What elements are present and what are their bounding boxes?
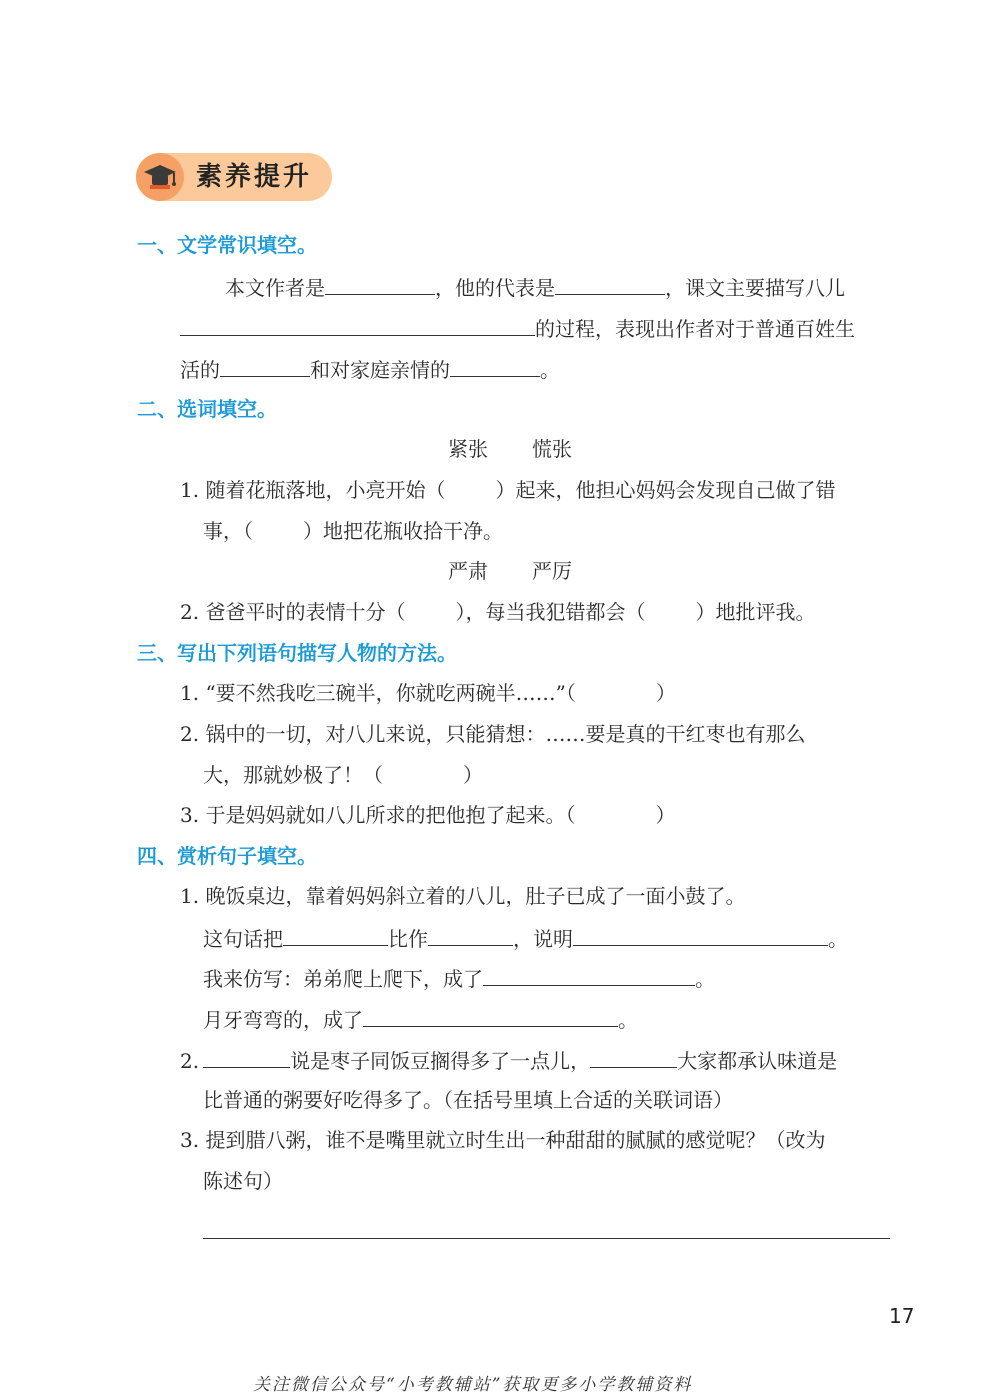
text: 月牙弯弯的，成了 bbox=[203, 1008, 363, 1032]
word-choice-1 bbox=[448, 435, 572, 463]
s3-q2-line-1: 2. 锅中的一切，对八儿来说，只能猜想：……要是真的干红枣也有那么 bbox=[180, 722, 806, 746]
s2-q1-line-2 bbox=[203, 517, 503, 545]
blank-compared[interactable] bbox=[428, 923, 513, 946]
s1-line-3 bbox=[180, 354, 560, 384]
text: ）起来，他担心妈妈会发现自己做了错 bbox=[495, 478, 836, 502]
s3-q1 bbox=[180, 679, 676, 707]
text: ，课文主要描写八儿 bbox=[665, 276, 845, 300]
word-choice-2 bbox=[448, 557, 572, 585]
text: ）地把花瓶收拾干净。 bbox=[303, 519, 503, 543]
text: 和对家庭亲情的 bbox=[310, 358, 450, 382]
s4-q3-line-2: 陈述句） bbox=[203, 1169, 283, 1193]
s4-q1-line-2 bbox=[203, 923, 848, 953]
blank-life[interactable] bbox=[220, 354, 310, 377]
s4-q2-line-1 bbox=[180, 1045, 837, 1075]
text: 大家都承认味道是 bbox=[677, 1049, 838, 1073]
text: ），每当我犯错都会（ bbox=[455, 600, 646, 624]
text: 比作 bbox=[388, 927, 428, 951]
text: 的过程，表现出作者对于普通百姓生 bbox=[535, 317, 855, 341]
blank-family[interactable] bbox=[450, 354, 540, 377]
blank-explanation[interactable] bbox=[573, 923, 828, 946]
blank-subject[interactable] bbox=[283, 923, 388, 946]
text: 3. 于是妈妈就如八儿所求的把他抱了起来。（ bbox=[180, 803, 576, 827]
section-2-heading: 二、选词填空。 bbox=[137, 397, 277, 421]
text: 2. bbox=[180, 1049, 200, 1073]
answer-line[interactable] bbox=[203, 1238, 890, 1239]
text: ） bbox=[655, 803, 676, 827]
s4-q1-line-3 bbox=[203, 963, 715, 993]
page-number: 17 bbox=[889, 1304, 915, 1328]
text: 活的 bbox=[180, 358, 220, 382]
word: 紧张 bbox=[448, 437, 488, 461]
word: 慌张 bbox=[532, 437, 572, 461]
text: ） bbox=[463, 763, 483, 787]
s1-line-2 bbox=[180, 313, 855, 343]
blank-conjunction-1[interactable] bbox=[203, 1045, 290, 1068]
text: 1. “要不然我吃三碗半，你就吃两碗半……”（ bbox=[180, 681, 576, 705]
section-1-heading: 一、文学常识填空。 bbox=[137, 233, 317, 257]
s2-q2 bbox=[180, 598, 815, 626]
blank-imitation-2[interactable] bbox=[363, 1004, 618, 1027]
s1-line-1 bbox=[225, 272, 845, 302]
word: 严厉 bbox=[532, 559, 572, 583]
text: 事，（ bbox=[203, 519, 253, 543]
text: 1. 随着花瓶落地，小亮开始（ bbox=[180, 478, 446, 502]
text: ）地批评我。 bbox=[695, 600, 816, 624]
text: 本文作者是 bbox=[225, 276, 325, 300]
text: 。 bbox=[540, 358, 560, 382]
graduation-cap-icon bbox=[136, 153, 184, 201]
section-4-heading: 四、赏析句子填空。 bbox=[137, 844, 317, 868]
blank-imitation-1[interactable] bbox=[483, 963, 695, 986]
text: ，他的代表是 bbox=[435, 276, 555, 300]
text: ） bbox=[655, 681, 676, 705]
blank-author[interactable] bbox=[325, 272, 435, 295]
s4-q3-line-1: 3. 提到腊八粥，谁不是嘴里就立时生出一种甜甜的腻腻的感觉呢？（改为 bbox=[180, 1128, 826, 1152]
badge-title: 素养提升 bbox=[196, 162, 313, 192]
s3-q3 bbox=[180, 801, 675, 829]
text: ，说明 bbox=[513, 927, 573, 951]
text: 2. 爸爸平时的表情十分（ bbox=[180, 600, 406, 624]
badge-circle bbox=[136, 153, 184, 201]
footer-note: 关注微信公众号“小考教辅站”获取更多小学教辅资料 bbox=[253, 1375, 693, 1395]
s3-q2-line-2 bbox=[203, 761, 483, 789]
text: 我来仿写：弟弟爬上爬下，成了 bbox=[203, 967, 483, 991]
s4-q2-line-2: 比普通的粥要好吃得多了。（在括号里填上合适的关联词语） bbox=[203, 1088, 733, 1112]
blank-process[interactable] bbox=[180, 313, 535, 336]
s4-q1: 1. 晚饭桌边，靠着妈妈斜立着的八儿，肚子已成了一面小鼓了。 bbox=[180, 884, 746, 908]
text: 说是枣子同饭豆搁得多了一点儿， bbox=[290, 1049, 591, 1073]
s4-q1-line-4 bbox=[203, 1004, 638, 1034]
blank-conjunction-2[interactable] bbox=[590, 1045, 677, 1068]
section-badge bbox=[136, 153, 332, 201]
text: 这句话把 bbox=[203, 927, 283, 951]
text: 。 bbox=[828, 927, 848, 951]
section-3-heading: 三、写出下列语句描写人物的方法。 bbox=[137, 641, 457, 665]
s2-q1-line-1 bbox=[180, 476, 835, 504]
text: 大，那就妙极了！（ bbox=[203, 763, 383, 787]
word: 严肃 bbox=[448, 559, 488, 583]
text: 。 bbox=[618, 1008, 638, 1032]
text: 。 bbox=[695, 967, 715, 991]
blank-representative[interactable] bbox=[555, 272, 665, 295]
